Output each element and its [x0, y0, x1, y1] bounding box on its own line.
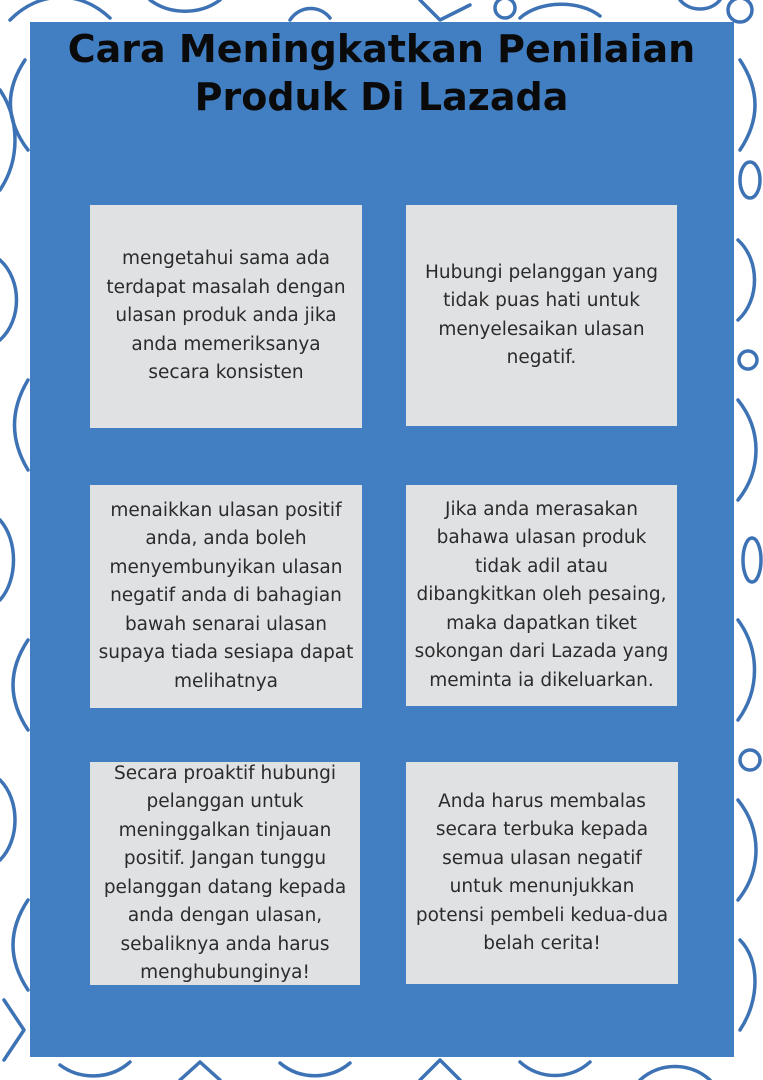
tip-card-6 [406, 762, 678, 984]
tip-card-text: Anda harus membalas secara terbuka kepada semua ulasan negatif untuk menunjukkan potensi pembeli kedua-dua belah cerita! [415, 790, 669, 954]
page-title-line-1: Cara Meningkatkan Penilaian [67, 27, 696, 71]
tip-card-text: Jika anda merasakan bahawa ulasan produk tidak adil atau dibangkitkan oleh pesaing, maka dapatkan tiket sokongan dari Lazada yang meminta ia dikeluarkan. [414, 498, 669, 691]
tip-card-3 [90, 485, 362, 708]
tip-card-text: menaikkan ulasan positif anda, anda boleh menyembunyikan ulasan negatif anda di bahagian bawah senarai ulasan supaya tiada sesiapa dapat melihatnya [98, 499, 354, 692]
page-title [0, 25, 763, 121]
tip-card-1 [90, 205, 362, 428]
tip-card-text: mengetahui sama ada terdapat masalah dengan ulasan produk anda jika anda memeriksanya secara konsisten [106, 248, 346, 384]
tip-card-text: Secara proaktif hubungi pelanggan untuk meninggalkan tinjauan positif. Jangan tunggu pelanggan datang kepada anda dengan ulasan, sebaliknya anda harus menghubunginya! [103, 762, 347, 983]
tip-card-text: Hubungi pelanggan yang tidak puas hati untuk menyelesaikan ulasan negatif. [424, 261, 659, 368]
tip-card-2 [406, 205, 677, 426]
page-title-line-2: Produk Di Lazada [194, 75, 569, 119]
tip-card-4 [406, 485, 677, 706]
tip-card-5 [90, 762, 360, 985]
